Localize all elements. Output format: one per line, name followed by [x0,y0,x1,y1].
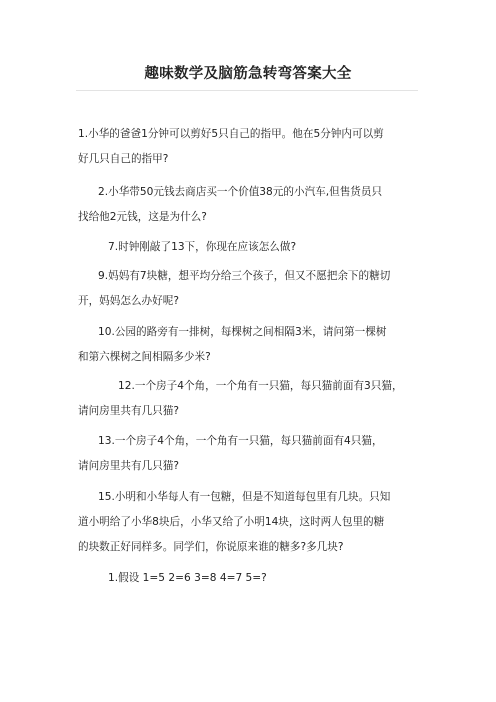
question-12-line-2: 请问房里共有几只猫? [78,405,179,417]
question-13-line-2: 请问房里共有几只猫? [78,460,179,472]
question-15-line-1: 15.小明和小华每人有一包糖，但是不知道每包里有几块。只知 [98,491,391,503]
question-1-line-1: 1.小华的爸爸1分钟可以剪好5只自己的指甲。他在5分钟内可以剪 [78,128,384,140]
question-assume: 1.假设 1=5 2=6 3=8 4=7 5=? [108,572,267,584]
question-15-line-3: 的块数正好同样多。同学们，你说原来谁的糖多?多几块? [78,541,344,553]
question-15-line-2: 道小明给了小华8块后，小华又给了小明14块，这时两人包里的糖 [78,516,385,528]
question-1-line-2: 好几只自己的指甲? [78,153,169,165]
question-2-line-1: 2.小华带50元钱去商店买一个价值38元的小汽车,但售货员只 [98,186,383,198]
document-title: 趣味数学及脑筋急转弯答案大全 [144,66,352,82]
question-13-line-1: 13.一个房子4个角，一个角有一只猫，每只猫前面有4只猫， [98,435,383,447]
question-12-line-1: 12.一个房子4个角，一个角有一只猫，每只猫前面有3只猫， [118,380,403,392]
question-10-line-2: 和第六棵树之间相隔多少米? [78,351,211,363]
question-10-line-1: 10.公园的路旁有一排树，每棵树之间相隔3米，请问第一棵树 [98,326,387,338]
question-2-line-2: 找给他2元钱，这是为什么? [78,211,207,223]
title-divider [76,90,418,91]
question-9-line-1: 9.妈妈有7块糖，想平均分给三个孩子，但又不愿把余下的糖切 [98,270,391,282]
question-9-line-2: 开，妈妈怎么办好呢? [78,295,179,307]
question-7: 7.时钟刚敲了13下，你现在应该怎么做? [108,241,297,253]
